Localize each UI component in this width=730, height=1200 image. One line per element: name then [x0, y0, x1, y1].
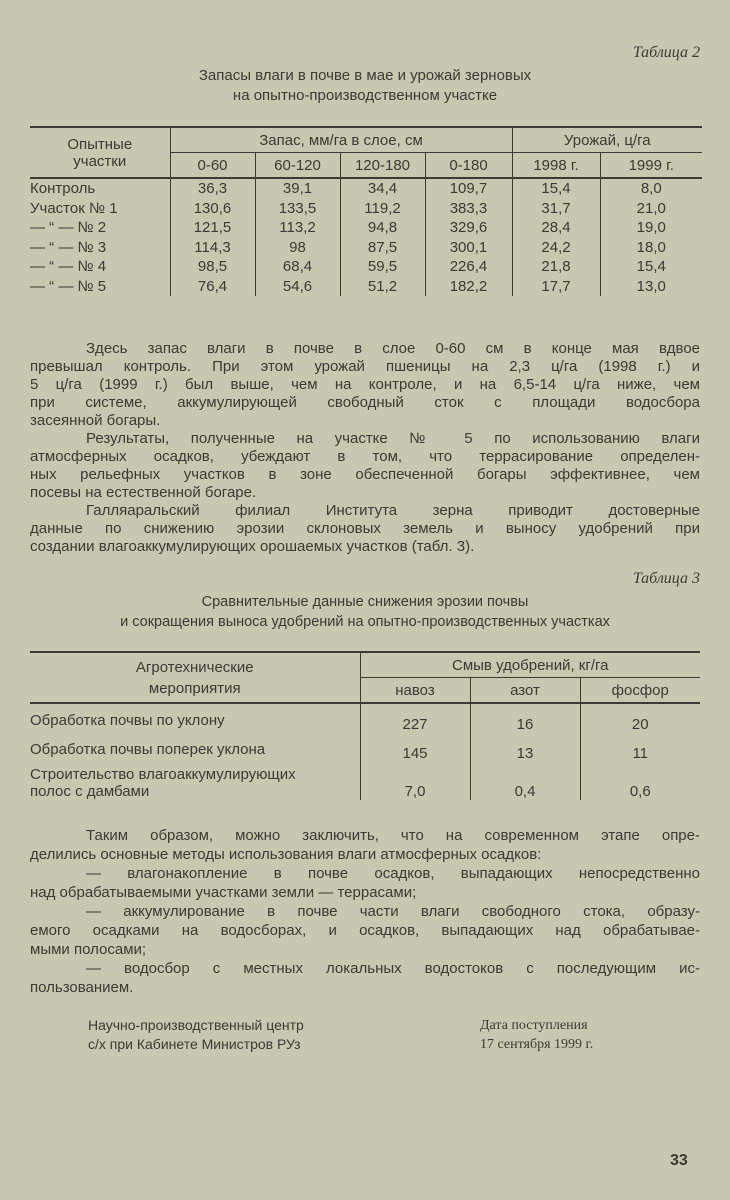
cell: 113,2 [255, 218, 340, 238]
group-header-stock: Запас, мм/га в слое, см [170, 127, 512, 153]
column-header: 120-180 [340, 153, 425, 179]
table3-title [0, 592, 730, 632]
cell: 114,3 [170, 238, 255, 258]
cell: 17,7 [512, 277, 600, 297]
org-line: с/х при Кабинете Министров РУз [88, 1036, 301, 1052]
row-label: — “ — № 4 [30, 258, 107, 276]
text-line: над обрабатываемыми участками земли — террасами; [30, 884, 417, 901]
cell: 94,8 [340, 218, 425, 238]
row-label: Обработка почвы поперек уклона [30, 741, 266, 758]
cell: 19,0 [600, 218, 702, 238]
column-header: 0-60 [170, 153, 255, 179]
table-row [30, 178, 702, 199]
text-line: превышал контроль. При этом урожай пшеницы на 2,3 ц/га (1998 г.) и [30, 358, 700, 375]
text-line: данные по снижению эрозии склоновых земель и выносу удобрений при [30, 520, 700, 537]
table-row [30, 762, 700, 800]
row-label: — “ — № 2 [30, 219, 107, 237]
row-header: Опытные участки [30, 127, 170, 178]
row-label: — “ — № 5 [30, 277, 107, 295]
text-line: Здесь запас влаги в почве в слое 0-60 см в конце мая вдвое [86, 340, 700, 357]
text-line: создании влагоаккумулирующих орошаемых участков (табл. 3). [30, 538, 475, 555]
column-header: 1999 г. [600, 153, 702, 179]
text-line: атмосферных осадков, убеждают в том, что террасирование определен- [30, 448, 700, 465]
row-label: Строительство влагоаккумулирующих полос с дамбами [30, 766, 296, 800]
group-header-yield: Урожай, ц/га [512, 127, 702, 153]
page-number: 33 [670, 1152, 688, 1169]
title-line: Запасы влаги в почве в мае и урожай зерновых [198, 67, 532, 84]
text-line: ных рельефных участков в зоне обеспеченной богары эффективнее, чем [30, 466, 700, 483]
row-label: — “ — № 3 [30, 238, 107, 256]
table-row [30, 238, 702, 258]
cell: 11 [580, 733, 700, 762]
paragraph-results [30, 340, 700, 556]
column-header: 0-180 [425, 153, 512, 179]
cell: 7,0 [360, 762, 470, 800]
cell: 31,7 [512, 199, 600, 219]
cell: 36,3 [170, 178, 255, 199]
table-row [30, 218, 702, 238]
cell: 226,4 [425, 257, 512, 277]
date-label: Дата поступления [480, 1018, 588, 1033]
cell: 13,0 [600, 277, 702, 297]
cell: 21,0 [600, 199, 702, 219]
table2-caption: Таблица 2 [632, 44, 700, 61]
cell: 59,5 [340, 257, 425, 277]
text-line: засеянной богары. [30, 412, 161, 429]
cell: 300,1 [425, 238, 512, 258]
cell: 182,2 [425, 277, 512, 297]
cell: 51,2 [340, 277, 425, 297]
paragraph-conclusion [30, 826, 700, 997]
cell: 76,4 [170, 277, 255, 297]
text-line: при системе, аккумулирующей свободный сток с площади водосбора [30, 394, 700, 411]
text-line: пользованием. [30, 979, 134, 996]
table3-caption: Таблица 3 [632, 570, 700, 587]
column-header: фосфор [580, 678, 700, 704]
text-line: — влагонакопление в почве осадков, выпадающих непосредственно [86, 865, 700, 882]
cell: 119,2 [340, 199, 425, 219]
cell: 133,5 [255, 199, 340, 219]
table-row [30, 703, 700, 733]
table-row [30, 733, 700, 762]
cell: 15,4 [512, 178, 600, 199]
text-line: посевы на естественной богаре. [30, 484, 257, 501]
cell: 13 [470, 733, 580, 762]
text-line: мыми полосами; [30, 941, 147, 958]
organization [88, 1016, 304, 1054]
row-label: Контроль [30, 180, 96, 198]
cell: 329,6 [425, 218, 512, 238]
text-line: — водосбор с местных локальных водостоков с последующим ис- [86, 960, 700, 977]
row-label: Участок № 1 [30, 199, 118, 217]
cell: 28,4 [512, 218, 600, 238]
cell: 109,7 [425, 178, 512, 199]
cell: 98,5 [170, 257, 255, 277]
column-header: навоз [360, 678, 470, 704]
cell: 0,4 [470, 762, 580, 800]
table3 [30, 651, 700, 800]
table-row [30, 199, 702, 219]
table2-title [0, 66, 730, 106]
org-line: Научно-производственный центр [88, 1017, 304, 1033]
date-value: 17 сентября 1999 г. [480, 1037, 594, 1052]
text-line: Результаты, полученные на участке № 5 по использованию влаги [86, 430, 700, 447]
cell: 15,4 [600, 257, 702, 277]
title-line: на опытно-производственном участке [232, 87, 498, 104]
text-line: емого осадками на водосборах, и осадков, выпадающих над обрабатывае- [30, 922, 700, 939]
cell: 98 [255, 238, 340, 258]
text-line: 5 ц/га (1999 г.) был выше, чем на контроле, и на 6,5-14 ц/га ниже, чем [30, 376, 700, 393]
title-line: и сокращения выноса удобрений на опытно-производственных участках [120, 614, 610, 630]
column-header: азот [470, 678, 580, 704]
group-header: Смыв удобрений, кг/га [360, 652, 700, 678]
cell: 87,5 [340, 238, 425, 258]
column-header: 60-120 [255, 153, 340, 179]
cell: 145 [360, 733, 470, 762]
cell: 8,0 [600, 178, 702, 199]
text-line: Таким образом, можно заключить, что на современном этапе опре- [86, 827, 700, 844]
cell: 68,4 [255, 257, 340, 277]
column-header: 1998 г. [512, 153, 600, 179]
row-header: Агротехнические мероприятия [30, 652, 360, 703]
table-row [30, 257, 702, 277]
table-row [30, 277, 702, 297]
table2 [30, 126, 702, 296]
cell: 16 [470, 703, 580, 733]
cell: 21,8 [512, 257, 600, 277]
cell: 383,3 [425, 199, 512, 219]
cell: 54,6 [255, 277, 340, 297]
row-label: Обработка почвы по уклону [30, 712, 225, 729]
cell: 20 [580, 703, 700, 733]
cell: 121,5 [170, 218, 255, 238]
cell: 24,2 [512, 238, 600, 258]
cell: 227 [360, 703, 470, 733]
text-line: делились основные методы использования влаги атмосферных осадков: [30, 846, 542, 863]
cell: 39,1 [255, 178, 340, 199]
text-line: Галляаральский филиал Института зерна приводит достоверные [86, 502, 700, 519]
cell: 0,6 [580, 762, 700, 800]
cell: 34,4 [340, 178, 425, 199]
received-date [480, 1016, 593, 1054]
cell: 130,6 [170, 199, 255, 219]
text-line: — аккумулирование в почве части влаги свободного стока, образу- [86, 903, 700, 920]
cell: 18,0 [600, 238, 702, 258]
title-line: Сравнительные данные снижения эрозии почвы [201, 594, 529, 610]
